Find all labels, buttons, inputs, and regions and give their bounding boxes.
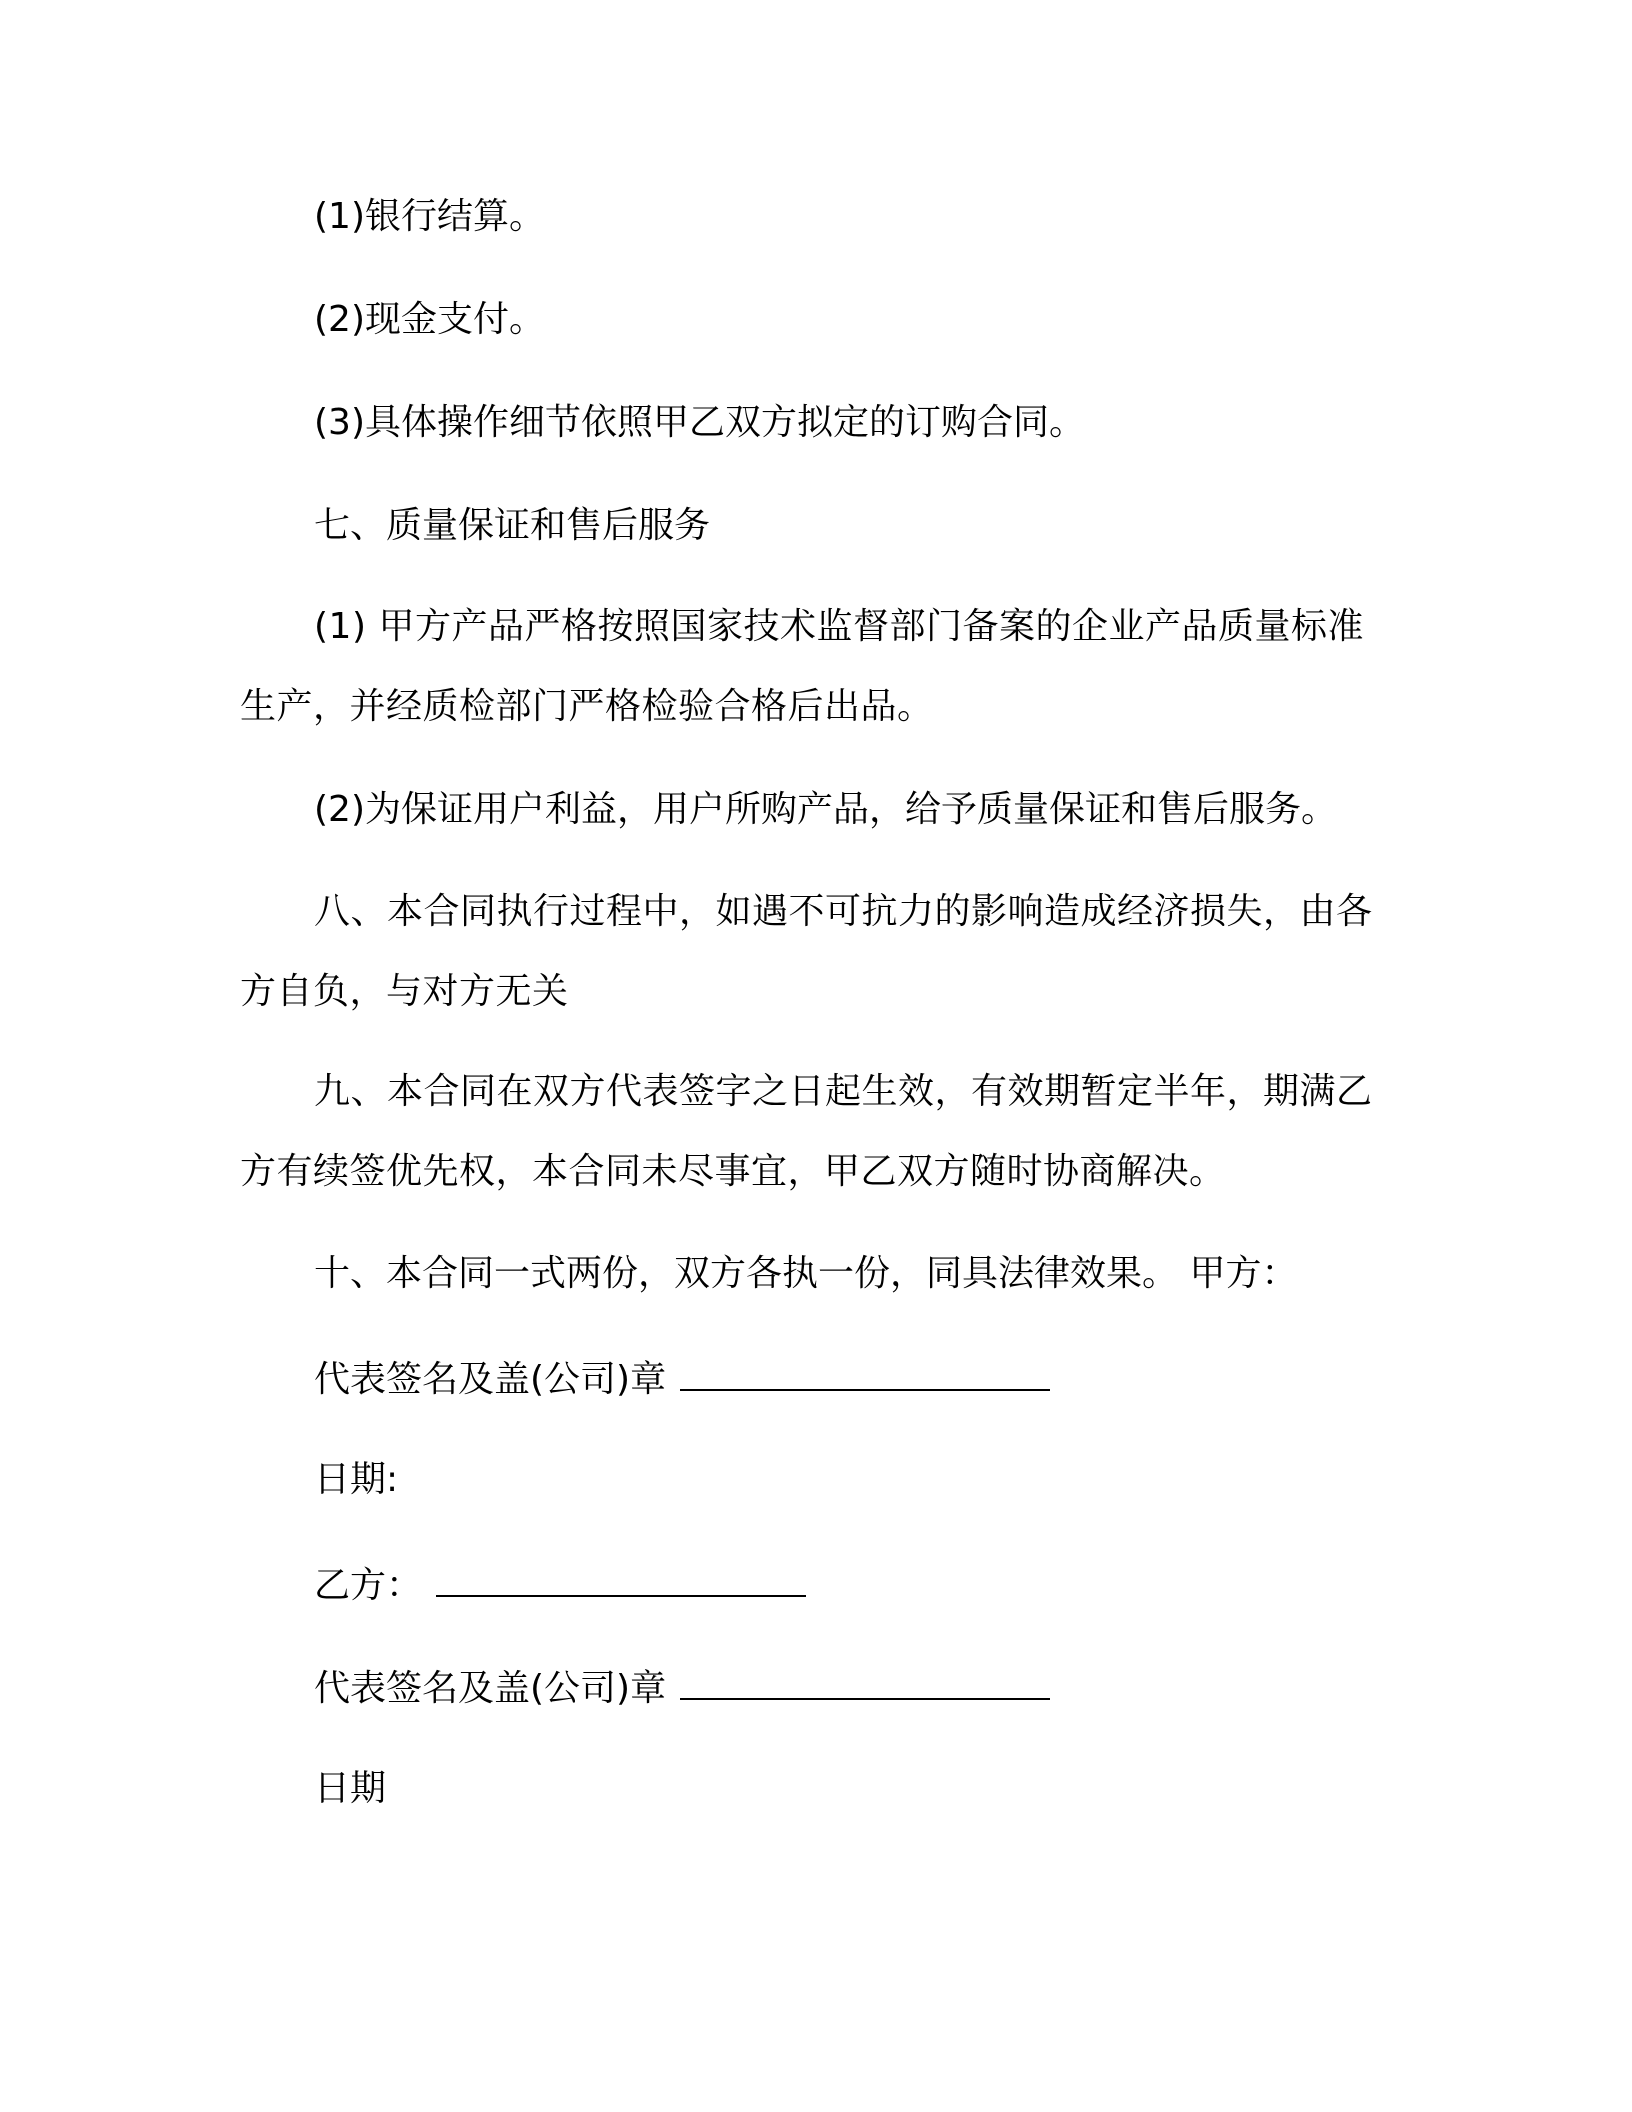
party-b-signature-blank[interactable] [680, 1664, 1050, 1700]
party-a-signature-label: 代表签名及盖(公司)章 [314, 1359, 667, 1400]
section-8-paragraph: 八、本合同执行过程中，如遇不可抗力的影响造成经济损失，由各方自负，与对方无关 [240, 891, 1373, 1012]
party-a-date-label: 日期: [314, 1459, 399, 1500]
party-a-signature-line [314, 1355, 1050, 1402]
party-b-label: 乙方： [314, 1565, 423, 1606]
payment-item-3: (3)具体操作细节依照甲乙双方拟定的订购合同。 [314, 402, 1085, 443]
section-9-paragraph: 九、本合同在双方代表签字之日起生效，有效期暂定半年，期满乙方有续签优先权，本合同未尽事宜，甲乙双方随时协商解决。 [240, 1071, 1373, 1192]
party-b-date-label: 日期 [314, 1768, 387, 1809]
party-a-signature-blank[interactable] [680, 1355, 1050, 1391]
section-7-item-2: (2)为保证用户利益，用户所购产品，给予质量保证和售后服务。 [314, 789, 1337, 830]
section-7-item-1: (1) 甲方产品严格按照国家技术监督部门备案的企业产品质量标准生产，并经质检部门严格检验合格后出品。 [240, 606, 1364, 727]
payment-item-2: (2)现金支付。 [314, 299, 545, 340]
party-b-signature-label: 代表签名及盖(公司)章 [314, 1668, 667, 1709]
payment-item-1: (1)银行结算。 [314, 196, 545, 237]
section-10-paragraph: 十、本合同一式两份，双方各执一份，同具法律效果。 甲方： [314, 1253, 1298, 1294]
party-b-line [314, 1561, 806, 1608]
section-7-heading: 七、质量保证和售后服务 [314, 505, 711, 546]
party-b-signature-line [314, 1664, 1050, 1711]
party-b-blank[interactable] [436, 1561, 806, 1597]
